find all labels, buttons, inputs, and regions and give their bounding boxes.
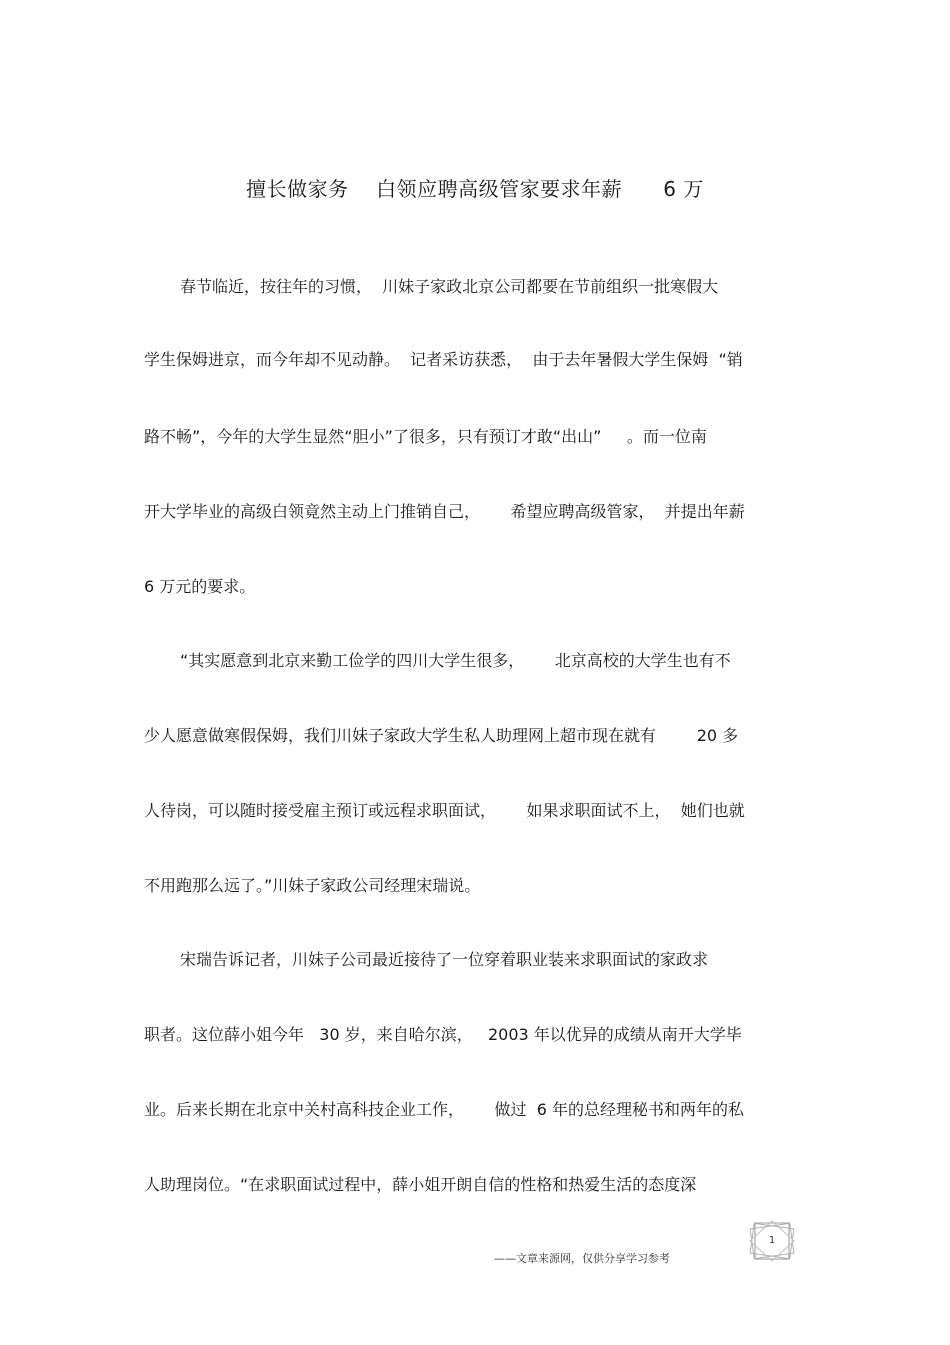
body-line: 宋瑞告诉记者，川妹子公司最近接待了一位穿着职业装来求职面试的家政求 [180, 950, 709, 969]
body-line: 路不畅”，今年的大学生显然“胆小”了很多，只有预订才敢“出山” 。而一位南 [144, 427, 707, 446]
body-line: 6 万元的要求。 [144, 577, 256, 596]
body-line: 少人愿意做寒假保姆，我们川妹子家政大学生私人助理网上超市现在就有 20 多 [144, 726, 739, 745]
body-line: 春节临近，按往年的习惯， 川妹子家政北京公司都要在节前组织一批寒假大 [180, 277, 719, 296]
body-line: 学生保姆进京，而今年却不见动静。 记者采访获悉， 由于去年暑假大学生保姆 “销 [144, 350, 743, 369]
body-line: 人助理岗位。“在求职面试过程中，薛小姐开朗自信的性格和热爱生活的态度深 [144, 1175, 697, 1194]
footer-source-note: ——文章来源网，仅供分享学习参考 [494, 1252, 670, 1265]
page-title: 擅长做家务 白领应聘高级管家要求年薪 6 万 [246, 177, 704, 201]
body-line: 人待岗，可以随时接受雇主预订或远程求职面试， 如果求职面试不上， 她们也就 [144, 801, 745, 820]
body-line: 职者。这位薛小姐今年 30 岁，来自哈尔滨， 2003 年以优异的成绩从南开大学毕 [144, 1025, 742, 1044]
body-line: 开大学毕业的高级白领竟然主动上门推销自己， 希望应聘高级管家， 并提出年薪 [144, 502, 745, 521]
body-line: 业。后来长期在北京中关村高科技企业工作， 做过 6 年的总经理秘书和两年的私 [144, 1100, 744, 1119]
body-line: “其实愿意到北京来勤工俭学的四川大学生很多， 北京高校的大学生也有不 [180, 651, 731, 670]
body-line: 不用跑那么远了。”川妹子家政公司经理宋瑞说。 [144, 876, 481, 895]
page-number: 1 [768, 1235, 776, 1246]
